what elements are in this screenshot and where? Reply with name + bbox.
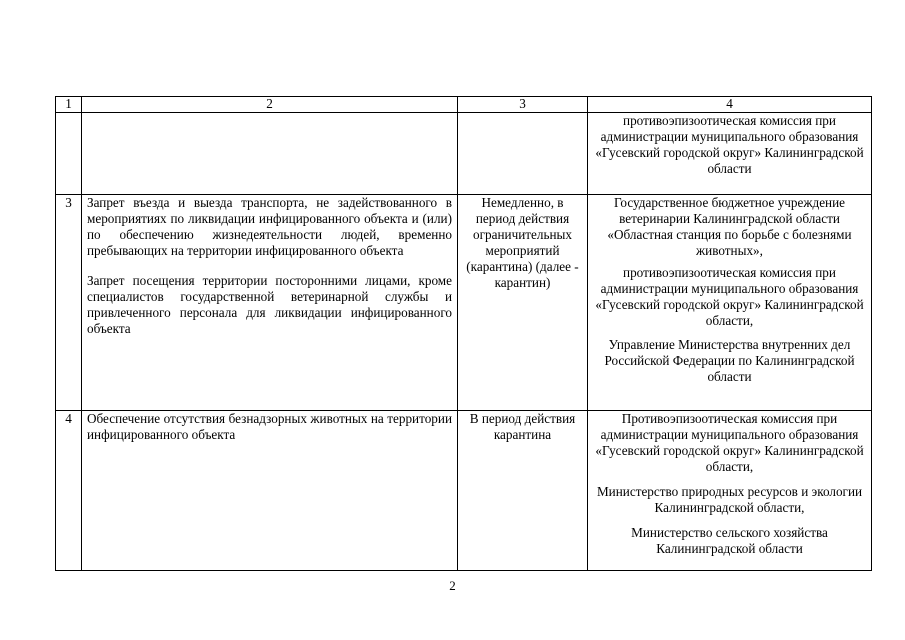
responsible-text: Государственное бюджетное учреждение ветеринарии Калининградской области «Областная станция по борьбе с болезнями животных», bbox=[607, 195, 852, 258]
responsible-cell bbox=[588, 411, 872, 571]
term-cell: В период действия карантина bbox=[458, 411, 588, 571]
measures-table bbox=[55, 96, 872, 571]
cont-measure-cell bbox=[82, 113, 458, 195]
table-row bbox=[56, 411, 872, 571]
responsible-text: Министерство сельского хозяйства Калининградской области bbox=[631, 525, 828, 556]
table-row bbox=[56, 195, 872, 411]
responsible-text: Противоэпизоотическая комиссия при администрации муниципального образования «Гусевский городской округ» Калининградской области, bbox=[595, 411, 864, 474]
page-number: 2 bbox=[449, 578, 456, 593]
responsible-text: противоэпизоотическая комиссия при администрации муниципального образования «Гусевский городской округ» Калининградской области, bbox=[595, 265, 864, 328]
row-number: 3 bbox=[56, 195, 82, 411]
measure-text: Запрет посещения территории посторонними лицами, кроме специалистов государственной ветеринарной службы и привлеченного персонала для ликвидации инфицированного объекта bbox=[87, 273, 452, 336]
measure-cell: Обеспечение отсутствия безнадзорных животных на территории инфицированного объекта bbox=[82, 411, 458, 571]
responsible-cell bbox=[588, 195, 872, 411]
responsible-text: Управление Министерства внутренних дел Российской Федерации по Калининградской области bbox=[604, 337, 855, 384]
measure-text: Запрет въезда и выезда транспорта, не задействованного в мероприятиях по ликвидации инфицированного объекта и (или) по обеспечению жизнедеятельности людей, временно пребывающих на территории инфицированного объекта bbox=[87, 195, 452, 258]
row-number: 4 bbox=[56, 411, 82, 571]
term-cell: Немедленно, в период действия ограничительных мероприятий (карантина) (далее - карантин) bbox=[458, 195, 588, 411]
header-col-3: 3 bbox=[458, 97, 588, 113]
header-col-4: 4 bbox=[588, 97, 872, 113]
table-header-row bbox=[56, 97, 872, 113]
table-row-continuation bbox=[56, 113, 872, 195]
header-col-2: 2 bbox=[82, 97, 458, 113]
measure-cell bbox=[82, 195, 458, 411]
cont-num-cell bbox=[56, 113, 82, 195]
cont-term-cell bbox=[458, 113, 588, 195]
header-col-1: 1 bbox=[56, 97, 82, 113]
responsible-text: Министерство природных ресурсов и экологии Калининградской области, bbox=[596, 484, 863, 515]
cont-responsible-cell bbox=[588, 113, 872, 195]
cont-responsible-text: противоэпизоотическая комиссия при администрации муниципального образования «Гусевский городской округ» Калининградской области bbox=[595, 113, 864, 176]
